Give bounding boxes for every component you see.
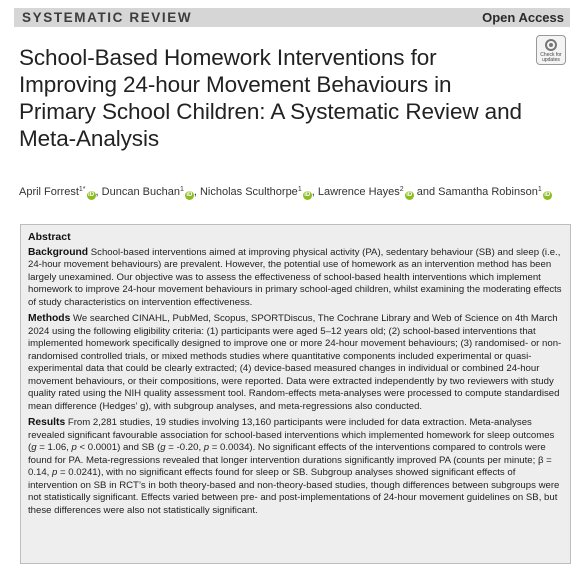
author-name[interactable]: Lawrence Hayes (317, 186, 400, 198)
check-for-updates-label: Check for updates (540, 52, 562, 63)
background-text: School-based interventions aimed at improving physical activity (PA), sedentary behaviour (SB) and sleep (i.e., 24-hour movement behaviours) are prevalent. However, the potential use of homework as an intervention method has been largely unexamined. Our objective was to assess the effectiveness of school-based health interventions which implement homework to improve 24-hour movement behaviours in primary school-aged children, whilst examining the moderating effects of study characteristics on intervention effectiveness. (28, 246, 562, 308)
abstract-methods (28, 313, 562, 413)
author-separator: , (95, 186, 102, 198)
author-name[interactable]: April Forrest (19, 186, 79, 198)
g-symbol: g (160, 442, 166, 453)
p-symbol: p (203, 442, 210, 453)
author-separator: , (311, 186, 318, 198)
p-symbol: p (71, 442, 77, 453)
abstract-box (20, 224, 571, 564)
orcid-icon[interactable]: iD (544, 192, 551, 198)
author-affiliation: 1* (78, 186, 86, 193)
article-type-label: SYSTEMATIC REVIEW (22, 10, 193, 25)
article-type-bar (14, 8, 570, 27)
methods-text: We searched CINAHL, PubMed, Scopus, SPORTDiscus, The Cochrane Library and Web of Science on 4th March 2024 using the following eligibility criteria: (1) participants were aged 5–12 years old; (2) school-based interventions that implemented homework specifically designed to improve one or more 24-hour movement behaviours; (3) randomised- or non-randomised controlled trials, or mixed methods studies where quantitative components included experimental or quasi-experimental data that could be clearly extracted; (4) device-based measured changes in individual or combined 24-hour movement behaviours, or their compositions, were reported. Data were extracted independently by two reviewers with study quality rated using the NIH quality assessment tool. Random-effects meta-analyses were processed to compute standardised mean difference (Hedges’ g), with subgroup analyses, and meta-regressions also conducted. (28, 313, 562, 412)
author-list (19, 186, 569, 200)
results-text: = 0.0241), with no significant effects found for sleep or SB. Subgroup analyses showed significant effects of intervention on SB in RCT’s in both theory-based and non-theory-based studies, though differences between subgroups were not statistically significant. Effects varied between pre- and post-implementations of 24-hour movement guidelines on SB, but these differences were also not statistically significant. (28, 467, 560, 516)
article-title: School-Based Homework Interventions for Improving 24-hour Movement Behaviours in Primary School Children: A Systematic Review and Meta-Analysis (19, 45, 522, 151)
orcid-icon[interactable]: iD (406, 192, 413, 198)
results-text: < 0.0001) and SB ( (76, 442, 161, 453)
orcid-icon[interactable]: iD (186, 192, 193, 198)
abstract-heading: Abstract (28, 231, 71, 243)
author-separator: and (413, 186, 439, 198)
author-affiliation: 2 (399, 186, 404, 193)
orcid-icon[interactable]: iD (88, 192, 95, 198)
check-for-updates-badge[interactable] (536, 35, 566, 65)
methods-label: Methods (28, 313, 71, 324)
author-affiliation: 1 (179, 186, 184, 193)
author-affiliation: 1 (537, 186, 542, 193)
author-name[interactable]: Duncan Buchan (101, 186, 180, 198)
orcid-icon[interactable]: iD (304, 192, 311, 198)
abstract-background (28, 247, 562, 310)
background-label: Background (28, 246, 89, 258)
abstract-results (28, 417, 562, 517)
author-affiliation: 1 (297, 186, 302, 193)
results-text: = -0.20, (165, 442, 204, 453)
g-symbol: g (31, 442, 37, 453)
results-text: = 0.0034). No significant effects of the interventions compared to controls were found for PA. Meta-regressions revealed that longer intervention durations significantly improved PA (counts per minute; β = 0.14, (28, 442, 552, 478)
results-text: From 2,281 studies, 19 studies involving 13,160 participants were included for data extraction. Meta-analyses revealed significant favourable association for school-based interventions which implemented homework for sleep outcomes ( (28, 417, 555, 453)
results-label: Results (28, 417, 66, 428)
open-access-label: Open Access (482, 10, 564, 25)
p-symbol: p (52, 467, 58, 478)
check-for-updates-icon (545, 39, 557, 51)
author-name[interactable]: Nicholas Sculthorpe (199, 186, 298, 198)
author-name[interactable]: Samantha Robinson (438, 186, 538, 198)
author-separator: , (193, 186, 200, 198)
results-text: = 1.06, (36, 442, 72, 453)
